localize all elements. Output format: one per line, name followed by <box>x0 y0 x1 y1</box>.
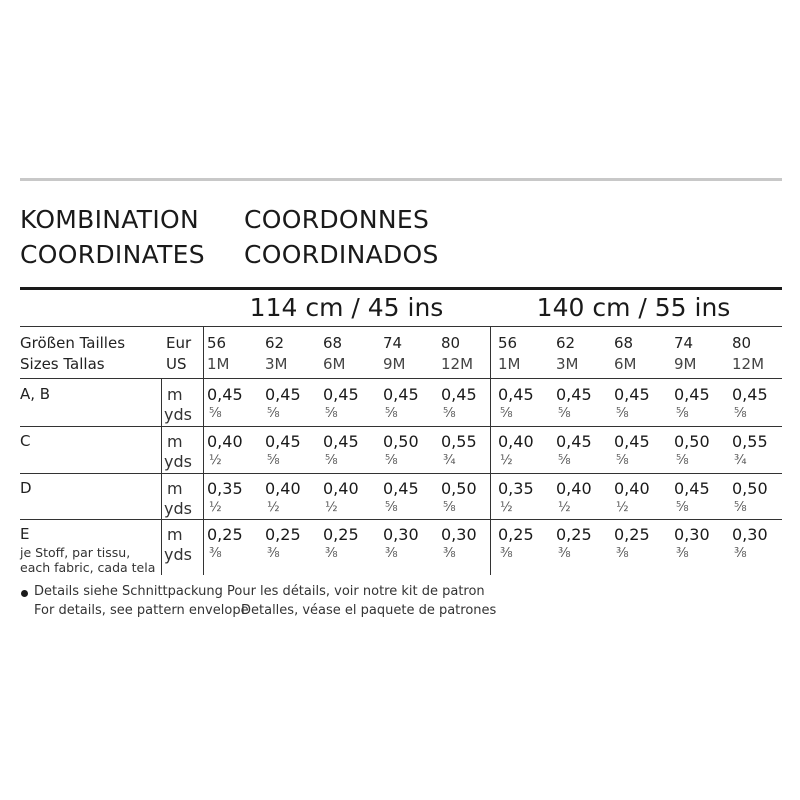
yard-value: ½ <box>209 500 222 515</box>
meter-value: 0,45 <box>323 432 359 451</box>
eur-size: 68 <box>614 334 634 352</box>
unit-yds: yds <box>164 545 192 564</box>
meter-value: 0,35 <box>207 479 243 498</box>
note-fr: Pour les détails, voir notre kit de patron <box>227 584 485 599</box>
row-rule <box>20 326 782 327</box>
heading-coordonnes: COORDONNES <box>244 205 430 234</box>
meter-value: 0,55 <box>441 432 477 451</box>
meter-value: 0,50 <box>674 432 710 451</box>
meter-value: 0,25 <box>323 525 359 544</box>
us-size: 6M <box>614 355 637 373</box>
meter-value: 0,40 <box>265 479 301 498</box>
sizes-label-de-fr: Größen Tailles <box>20 334 126 352</box>
note-en: For details, see pattern envelope <box>34 603 249 618</box>
meter-value: 0,45 <box>556 432 592 451</box>
meter-value: 0,30 <box>383 525 419 544</box>
meter-value: 0,45 <box>732 385 768 404</box>
meter-value: 0,25 <box>207 525 243 544</box>
yard-value: ⅝ <box>385 500 398 515</box>
row-rule <box>20 378 782 379</box>
yard-value: ⅝ <box>734 406 747 421</box>
meter-value: 0,55 <box>732 432 768 451</box>
heading-coordinados: COORDINADOS <box>244 240 439 269</box>
meter-value: 0,25 <box>556 525 592 544</box>
yard-value: ⅝ <box>267 406 280 421</box>
row-label: E <box>20 525 30 543</box>
eur-size: 74 <box>383 334 403 352</box>
width-title-114: 114 cm / 45 ins <box>249 293 444 322</box>
meter-value: 0,35 <box>498 479 534 498</box>
us-size: 12M <box>441 355 474 373</box>
row-rule <box>20 519 782 520</box>
meter-value: 0,45 <box>674 385 710 404</box>
eur-size: 80 <box>732 334 752 352</box>
yard-value: ⅝ <box>325 406 338 421</box>
yard-value: ⅜ <box>267 546 280 561</box>
yard-value: ⅝ <box>443 406 456 421</box>
column-rule <box>161 378 162 575</box>
eur-label: Eur <box>166 334 192 352</box>
meter-value: 0,45 <box>614 385 650 404</box>
us-size: 9M <box>674 355 697 373</box>
eur-size: 80 <box>441 334 461 352</box>
width-title-140: 140 cm / 55 ins <box>536 293 731 322</box>
yard-value: ½ <box>209 453 222 468</box>
yard-value: ⅝ <box>209 406 222 421</box>
yard-value: ⅝ <box>616 406 629 421</box>
row-rule <box>20 473 782 474</box>
us-size: 1M <box>498 355 521 373</box>
heading-rule <box>20 287 782 290</box>
yard-value: ⅜ <box>325 546 338 561</box>
yard-value: ⅝ <box>676 406 689 421</box>
us-size: 9M <box>383 355 406 373</box>
meter-value: 0,40 <box>614 479 650 498</box>
yard-value: ⅝ <box>558 453 571 468</box>
meter-value: 0,45 <box>383 479 419 498</box>
meter-value: 0,45 <box>207 385 243 404</box>
meter-value: 0,45 <box>383 385 419 404</box>
yard-value: ⅝ <box>385 453 398 468</box>
yard-value: ½ <box>500 500 513 515</box>
row-sublabel: je Stoff, par tissu, each fabric, cada tela <box>20 545 156 575</box>
yard-value: ⅜ <box>676 546 689 561</box>
yard-value: ¾ <box>443 453 456 468</box>
meter-value: 0,40 <box>556 479 592 498</box>
column-rule <box>490 326 491 575</box>
yard-value: ⅝ <box>734 500 747 515</box>
yard-value: ½ <box>267 500 280 515</box>
yard-value: ⅜ <box>734 546 747 561</box>
yard-value: ⅝ <box>500 406 513 421</box>
meter-value: 0,45 <box>265 385 301 404</box>
row-rule <box>20 426 782 427</box>
yard-value: ⅜ <box>209 546 222 561</box>
unit-yds: yds <box>164 405 192 424</box>
yard-value: ⅜ <box>558 546 571 561</box>
us-label: US <box>166 355 187 373</box>
yard-value: ½ <box>325 500 338 515</box>
us-size: 1M <box>207 355 230 373</box>
meter-value: 0,45 <box>556 385 592 404</box>
meter-value: 0,45 <box>265 432 301 451</box>
yard-value: ⅜ <box>385 546 398 561</box>
us-size: 3M <box>265 355 288 373</box>
meter-value: 0,45 <box>498 385 534 404</box>
eur-size: 62 <box>265 334 285 352</box>
yard-value: ½ <box>558 500 571 515</box>
meter-value: 0,40 <box>323 479 359 498</box>
sizes-label-en-es: Sizes Tallas <box>20 355 105 373</box>
yard-value: ⅝ <box>267 453 280 468</box>
heading-coordinates: COORDINATES <box>20 240 205 269</box>
meter-value: 0,30 <box>674 525 710 544</box>
note-es: Detalles, véase el paquete de patrones <box>241 603 497 618</box>
note-de: Details siehe Schnittpackung <box>34 584 223 599</box>
us-size: 6M <box>323 355 346 373</box>
meter-value: 0,45 <box>441 385 477 404</box>
column-rule <box>203 326 204 575</box>
meter-value: 0,50 <box>732 479 768 498</box>
eur-size: 68 <box>323 334 343 352</box>
meter-value: 0,25 <box>498 525 534 544</box>
unit-yds: yds <box>164 452 192 471</box>
yard-value: ⅝ <box>676 453 689 468</box>
us-size: 3M <box>556 355 579 373</box>
yard-value: ⅝ <box>616 453 629 468</box>
meter-value: 0,40 <box>207 432 243 451</box>
meter-value: 0,25 <box>265 525 301 544</box>
yard-value: ⅝ <box>558 406 571 421</box>
meter-value: 0,45 <box>614 432 650 451</box>
meter-value: 0,50 <box>383 432 419 451</box>
unit-m: m <box>167 385 183 404</box>
yard-value: ¾ <box>734 453 747 468</box>
meter-value: 0,40 <box>498 432 534 451</box>
yard-value: ⅝ <box>676 500 689 515</box>
eur-size: 56 <box>498 334 518 352</box>
unit-m: m <box>167 479 183 498</box>
yard-value: ⅜ <box>616 546 629 561</box>
yard-value: ⅝ <box>385 406 398 421</box>
yard-value: ½ <box>616 500 629 515</box>
row-label: C <box>20 432 31 450</box>
meter-value: 0,30 <box>732 525 768 544</box>
eur-size: 62 <box>556 334 576 352</box>
yard-value: ⅜ <box>500 546 513 561</box>
note-bullet <box>21 590 28 597</box>
us-size: 12M <box>732 355 765 373</box>
yard-value: ⅝ <box>443 500 456 515</box>
eur-size: 74 <box>674 334 694 352</box>
row-label: D <box>20 479 32 497</box>
eur-size: 56 <box>207 334 227 352</box>
yard-value: ⅜ <box>443 546 456 561</box>
meter-value: 0,45 <box>323 385 359 404</box>
row-label: A, B <box>20 385 51 403</box>
yard-value: ⅝ <box>325 453 338 468</box>
unit-yds: yds <box>164 499 192 518</box>
meter-value: 0,25 <box>614 525 650 544</box>
top-rule <box>20 178 782 181</box>
unit-m: m <box>167 432 183 451</box>
yard-value: ½ <box>500 453 513 468</box>
meter-value: 0,50 <box>441 479 477 498</box>
meter-value: 0,45 <box>674 479 710 498</box>
heading-kombination: KOMBINATION <box>20 205 199 234</box>
meter-value: 0,30 <box>441 525 477 544</box>
unit-m: m <box>167 525 183 544</box>
